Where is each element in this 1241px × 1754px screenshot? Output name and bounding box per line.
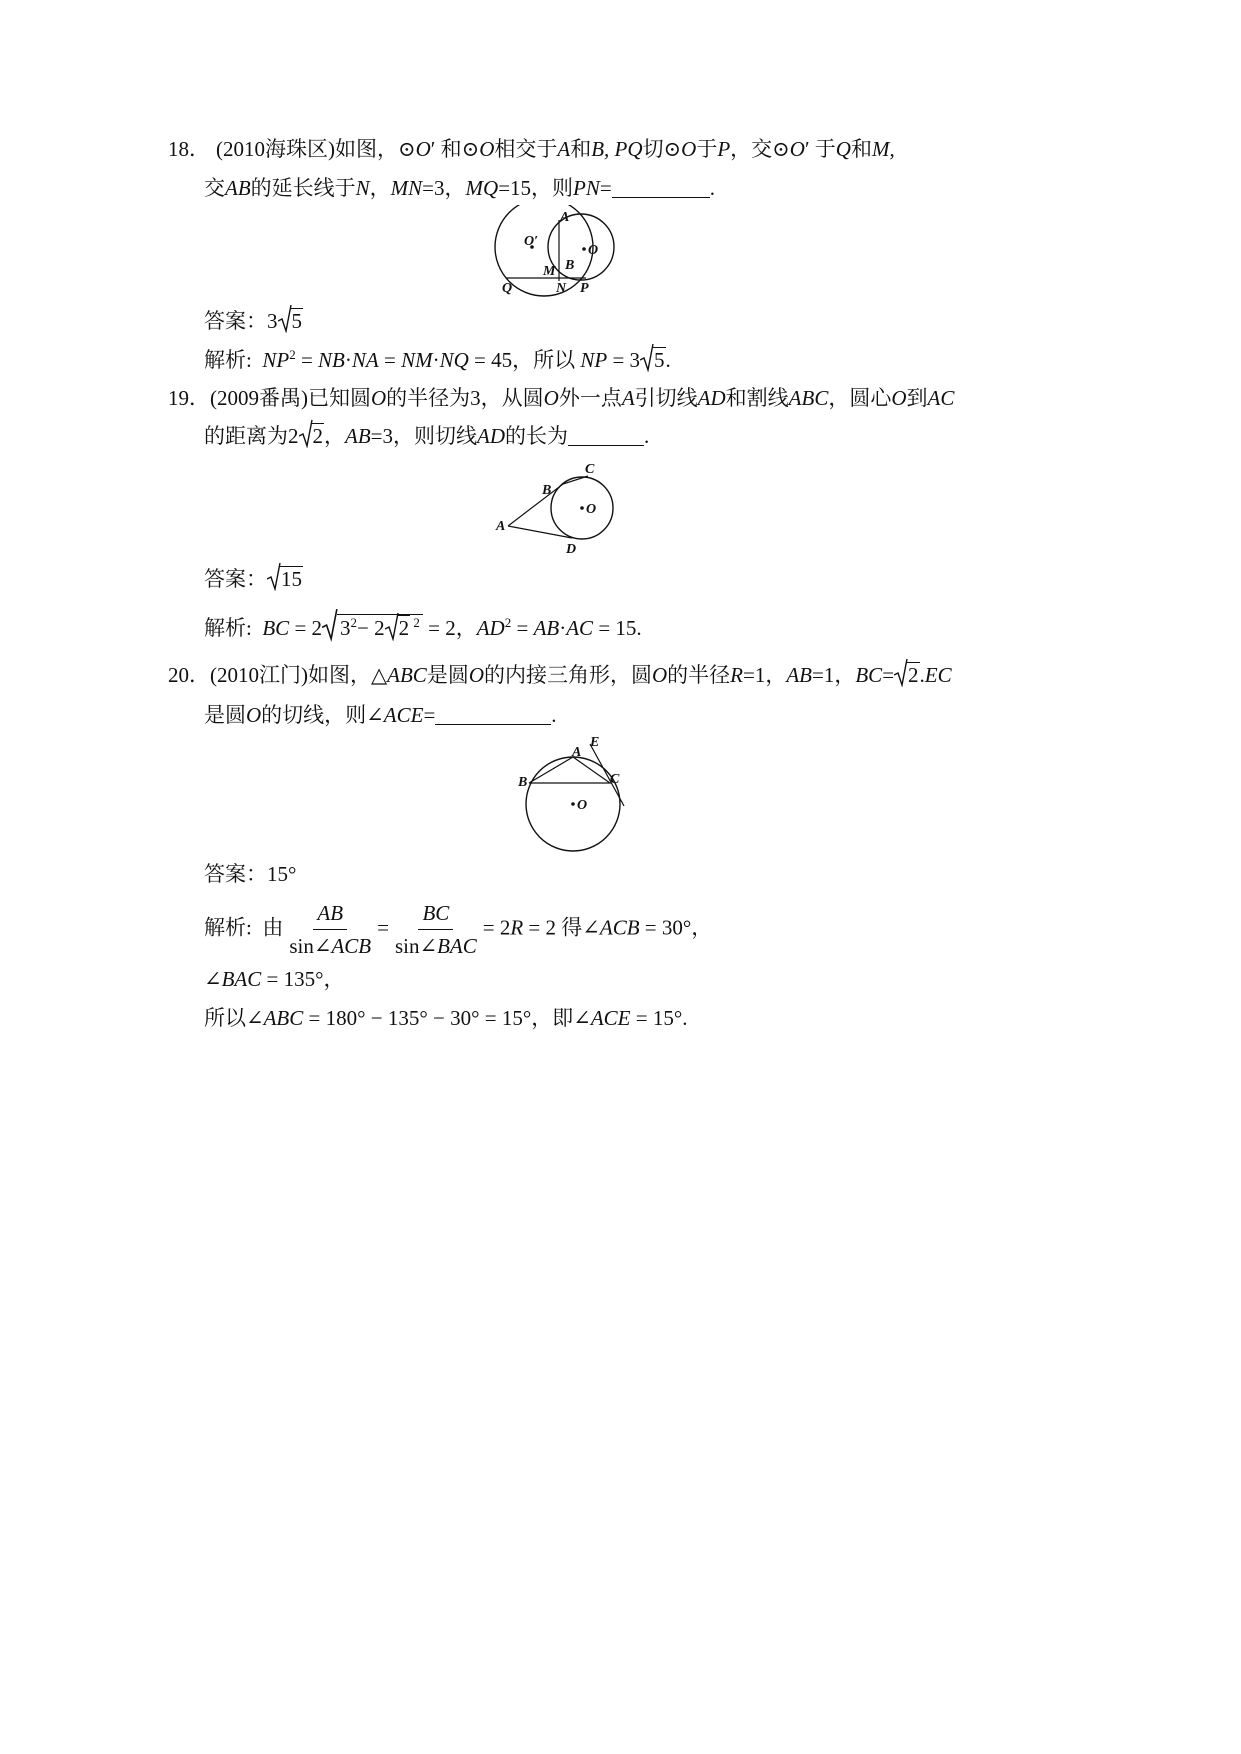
problem-20-line1: 20．(2010江门)如图，△ABC是圆O的内接三角形，圆O的半径R=1，AB=1，BC= 2.EC: [168, 661, 952, 689]
label-b: B: [542, 483, 552, 498]
label-a: A: [572, 745, 582, 760]
answer-label: 答案：: [204, 862, 267, 886]
analysis-row-19: 解析: BC = 2 $3^2- 2$ 2 $^2$ = 2，$AD^2 = AB\cdot AC = 15$.: [204, 614, 642, 642]
label-a: A: [496, 519, 506, 534]
problem-number: 20．: [168, 663, 210, 687]
circle-o: [548, 214, 614, 280]
analysis-row-20-line1: 解析: 由 $\frac{AB}{\text{sin∠ACB}}$ = $\frac{BC}{\text{sin∠BAC}}$ = 2R = 2 得∠ACB = 30°，: [204, 901, 713, 958]
answer-label: 答案：: [204, 309, 267, 333]
figure-18: [486, 205, 626, 300]
problem-18-line2: 交AB的延长线于N，MN=3，MQ=15，则PN= .: [204, 176, 715, 200]
problem-18-line1: 18． (2010海珠区)如图，⊙O′ 和⊙O相交于A和B, PQ切⊙O于P，交⊙O′ 于Q和M,: [168, 137, 895, 161]
problem-source: (2009番禺): [210, 386, 308, 410]
label-m: M: [543, 264, 556, 279]
label-o-prime: O′: [524, 234, 539, 249]
problem-19-line2: 的距离为2 2，AB=3，则切线AD的长为 .: [204, 422, 649, 450]
label-c: C: [585, 462, 595, 477]
problem-19-line1: 19．(2009番禺)已知圆O的半径为3，从圆O外一点A引切线AD和割线ABC，圆心O到AC: [168, 386, 955, 410]
label-n: N: [556, 281, 567, 296]
analysis-label: 解析:: [204, 348, 252, 372]
answer-label: 答案：: [204, 567, 267, 591]
label-p: P: [580, 281, 589, 296]
analysis-row-20-line3: 所以∠ABC = 180° − 135° − 30° = 15°，即∠ACE = 15°.: [204, 1006, 688, 1030]
label-d: D: [566, 542, 577, 557]
analysis-label: 解析:: [204, 616, 252, 640]
label-e: E: [590, 735, 600, 750]
label-o: O: [588, 243, 599, 258]
answer-row-19: 答案： 15: [204, 565, 303, 593]
answer-blank[interactable]: [612, 175, 710, 198]
label-b: B: [565, 258, 575, 273]
problem-number: 19．: [168, 386, 210, 410]
figure-20: [512, 734, 632, 852]
answer-blank[interactable]: [568, 423, 644, 446]
problem-source: (2010江门): [210, 663, 308, 687]
label-a: A: [560, 210, 570, 225]
label-o: O: [577, 798, 588, 813]
problem-source: (2010海珠区): [216, 137, 335, 161]
answer-blank[interactable]: [435, 702, 551, 725]
label-c: C: [610, 772, 620, 787]
figure-19: [490, 458, 625, 558]
label-q: Q: [502, 281, 513, 296]
label-o: O: [586, 502, 597, 517]
analysis-row-18: 解析: $NP^2 = NB\cdot NA = NM\cdot NQ = 45$，所以 NP = 3 5.: [204, 346, 671, 374]
problem-number: 18．: [168, 137, 210, 161]
analysis-label: 解析:: [204, 915, 252, 940]
problem-20-line2: 是圆O的切线，则∠ACE= .: [204, 703, 557, 727]
answer-row-20: 答案：15°: [204, 862, 297, 886]
analysis-row-20-line2: ∠BAC = 135°，: [204, 967, 345, 991]
answer-row-18: 答案：3 5: [204, 307, 303, 335]
label-b: B: [518, 775, 528, 790]
